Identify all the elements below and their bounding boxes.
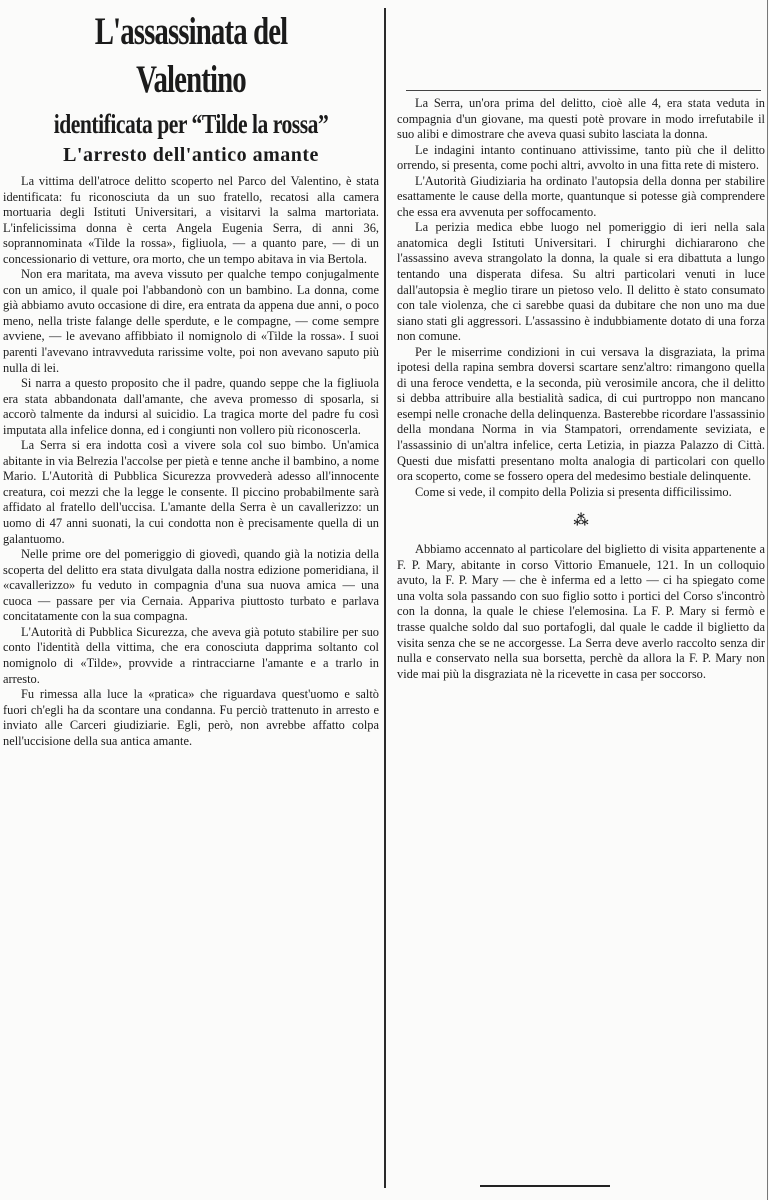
headline: L'assassinata del Valentino (94, 10, 288, 101)
paragraph: Nelle prime ore del pomeriggio di giovedì, quando già la notizia della scoperta del delitto era stata divulgata dalla nostra edizione pomeridiana, il «cavallerizzo» fu veduto in compagnia d'una sua nuova amica — una cuoca — passare per via Cernaia. Appariva piuttosto turbato e parlava concitatamente con la sua compagna. (3, 547, 379, 624)
paragraph: L'Autorità di Pubblica Sicurezza, che aveva già potuto stabilire per suo conto l'identità della vittima, che era conosciuta dapprima soltanto col nomignolo di «Tilde», provvide a rintracciarne l'amante e a trarlo in arresto. (3, 624, 379, 686)
paragraph: La Serra, un'ora prima del delitto, cioè alle 4, era stata veduta in compagnia d'un giovane, ma questi potè provare in modo irrefutabile il suo alibi e dimostrare che aveva quasi subito lasciata la donna. (397, 96, 765, 142)
end-rule (480, 1185, 610, 1187)
paragraph: L'Autorità Giudiziaria ha ordinato l'autopsia della donna per stabilire esattamente le cause della morte, quantunque si potesse già comprendere che essa era avvenuta per soffocamento. (397, 173, 765, 219)
paragraph: Fu rimessa alla luce la «pratica» che riguardava quest'uomo e saltò fuori ch'egli ha da scontare una condanna. Fu perciò trattenuto in arresto e inviato alle Carceri giudiziarie. Egli, però, non avrebbe affatto colpa nell'uccisione della sua antica amante. (3, 687, 379, 748)
column-divider (384, 8, 386, 1188)
paragraph: La vittima dell'atroce delitto scoperto nel Parco del Valentino, è stata identificata: fu riconosciuta da un suo fratello, recatosi alla camera mortuaria degli Istituti Universitari, a visitarvi la salma martoriata. L'infelicissima donna è certa Angela Eugenia Serra, di anni 36, soprannominata «Tilde la rossa», figliuola, — a quanto pare, — di un concessionario di vetture, ora morto, che un tempo abitava in via Bertola. (3, 174, 379, 266)
paragraph: La perizia medica ebbe luogo nel pomeriggio di ieri nella sala anatomica degli Istituti Universitari. I chirurghi dichiararono che l'assassino aveva strangolato la donna, la quale si era dibattuta a lungo tentando una disperata difesa. Su altri particolari venuti in luce dall'autopsia è meglio tirare un pietoso velo. Il delitto è stato consumato con tale violenza, che ci sarebbe quasi da dubitare che non uno ma due siano stati gli aggressori. L'assassino è indubbiamente dotato di una forza non comune. (397, 220, 765, 344)
paragraph: Si narra a questo proposito che il padre, quando seppe che la figliuola era stata abbandonata dall'amante, che aveva promesso di sposarla, si accorò talmente da indursi al suicidio. La tragica morte del padre fu così imputata alla infelice donna, ed i congiunti non vollero più riconoscerla. (3, 376, 379, 437)
paragraph: Non era maritata, ma aveva vissuto per qualche tempo conjugalmente con un amico, il quale poi l'abbandonò con un bambino. La donna, come già abbiamo avuto occasione di dire, era entrata da appena due anni, o poco meno, nella triste falange delle sperdute, e le compagne, — come sempre avviene, — le avevano affibbiato il nomignolo di «Tilde la rossa». I suoi parenti l'avevano intravveduta rarissime volte, poi non avevano saputo più nulla di lei. (3, 267, 379, 375)
subheadline-arrest: L'arresto dell'antico amante (63, 144, 319, 166)
left-column (0, 0, 383, 749)
paragraph: Le indagini intanto continuano attivissime, tanto più che il delitto orrendo, si presenta, come pochi altri, avvolto in una fitta rete di mistero. (397, 142, 765, 173)
paragraph: Per le miserrime condizioni in cui versava la disgraziata, la prima ipotesi della rapina sembra doversi scartare senz'altro: rimangono quella di una feroce vendetta, e la seconda, più verosimile ancora, che il delitto si debba attribuire alla bestialità sadica, di cui purtroppo non mancano esempi nelle cronache della delinquenza. Basterebbe ricordare l'assassinio della mondana Norma in via Stampatori, orrendamente seviziata, e l'assassinio di un'altra infelice, certa Letizia, in piazza Palazzo di Città. Questi due misfatti presentano molta analogia di particolari con quello ora scoperto, come se fossero opera del medesimo bestiale delinquente. (397, 344, 765, 484)
paragraph: La Serra si era indotta così a vivere sola col suo bimbo. Un'amica abitante in via Belrezia l'accolse per pietà e tenne anche il bambino, a nome Mario. L'Autorità di Pubblica Sicurezza provvederà adesso all'innocente creatura, coi mezzi che la legge le consente. Il piccino probabilmente sarà affidato al fratello dell'uccisa. L'amante della Serra è un cavallerizzo: un uomo di 47 anni suonati, la cui condotta non è precisamente quella di un galantuomo. (3, 438, 379, 546)
paragraph: Abbiamo accennato al particolare del biglietto di visita appartenente a F. P. Mary, abitante in corso Vittorio Emanuele, 121. In un colloquio avuto, la F. P. Mary — che è inferma ed a letto — ci ha spiegato come una volta sola passando con suo figlio sotto i portici del Corso s'incontrò con la donna, la quale le chiese l'elemosina. La F. P. Mary si fermò e trasse qualche soldo dal suo portafogli, dal quale le cadde il biglietto da visita senza che se ne accorgesse. La Serra deve averlo raccolto senza dir nulla e conservato nella sua borsetta, perchè da allora la F. P. Mary non vide mai più la disgraziata nè la ricevette in casa per soccorso. (397, 542, 765, 681)
subheadline: identificata per “Tilde la rossa” (53, 109, 329, 139)
paragraph: Come si vede, il compito della Polizia si presenta difficilissimo. (415, 484, 732, 499)
section-separator: ⁂ (573, 513, 589, 530)
right-column (389, 0, 769, 682)
